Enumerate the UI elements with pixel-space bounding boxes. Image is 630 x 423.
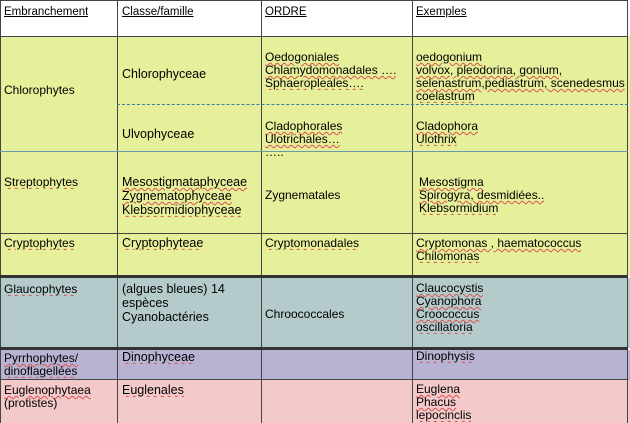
exemple-item: Mesostigma <box>419 176 484 189</box>
classe-glaucophytes <box>122 282 225 324</box>
grid-vline <box>627 0 628 423</box>
classe-item: espèces <box>122 296 169 310</box>
ordre-zygnematales: Zygnematales <box>265 189 341 202</box>
exemple-item: Cyanophora <box>416 294 482 308</box>
embranchement-streptophytes: Streptophytes <box>4 176 79 189</box>
ordre-item: ….. <box>265 145 284 159</box>
classe-streptophytes <box>122 175 247 217</box>
grid-hline <box>0 36 628 37</box>
header-row-bg <box>0 0 630 36</box>
ordre-cryptomonadales: Cryptomonadales <box>265 237 360 250</box>
exemple-item: coelastrum <box>416 89 475 103</box>
embranchement-line: dinoflagellées <box>4 364 78 378</box>
exemples-dinophysis: Dinophysis <box>416 350 475 363</box>
classe-chlorophyceae: Chlorophyceae <box>122 68 207 81</box>
exemples-euglenophytaea <box>416 383 471 422</box>
embranchement-line: Euglenophytaea <box>4 384 91 397</box>
ordre-chroococcales: Chroococcales <box>265 308 345 321</box>
exemple-item: lepocinclis <box>416 408 472 422</box>
grid-hline <box>0 0 628 1</box>
classe-item: Cyanobactéries <box>122 310 209 324</box>
exemple-item: Spirogyra, desmidiées.. <box>419 188 545 202</box>
pyrrhophytes-row-bg <box>0 350 630 380</box>
euglenophytaea-row-bg <box>0 380 630 423</box>
grid-vline <box>117 0 118 423</box>
grid-vline <box>261 0 262 423</box>
classe-item: Klebsormidiophyceae <box>122 203 242 217</box>
exemple-item: Phacus <box>416 395 457 409</box>
embranchement-line: Pyrrhophytes/ <box>4 352 79 365</box>
exemple-item: oedogonium <box>416 51 483 64</box>
embranchement-cryptophytes: Cryptophytes <box>4 237 75 250</box>
exemple-item: Ulothrix <box>416 132 457 146</box>
exemples-chlorophyceae <box>416 51 625 103</box>
embranchement-chlorophytes: Chlorophytes <box>4 84 75 97</box>
classe-cryptophyteae: Cryptophyteae <box>122 237 204 250</box>
header-classe-famille: Classe/famille <box>122 6 194 18</box>
classe-item: Zygnematophyceae <box>122 189 232 203</box>
exemple-item: Claucocystis <box>416 282 484 295</box>
classe-item: Mesostigmataphyceae <box>122 175 248 189</box>
exemples-streptophytes <box>419 176 544 215</box>
grid-hline-thick <box>0 275 628 278</box>
exemples-cryptophytes <box>416 237 581 263</box>
grid-hline-thick <box>0 347 628 350</box>
ordre-item: Oedogoniales <box>265 51 340 64</box>
ordre-ulvophyceae <box>265 120 342 159</box>
embranchement-pyrrhophytes <box>4 352 78 378</box>
ordre-item: Sphaeropleales…. <box>265 76 364 90</box>
classe-dinophyceae: Dinophyceae <box>122 351 195 364</box>
classe-ulvophyceae: Ulvophyceae <box>122 128 195 141</box>
grid-vline <box>0 0 1 423</box>
embranchement-line: (protistes) <box>4 396 58 410</box>
exemple-item: oscillatoria <box>416 320 473 334</box>
grid-hline <box>0 379 628 380</box>
exemple-item: Klebsormidium <box>419 201 499 215</box>
ordre-item: Chlamydomonadales …. <box>265 63 397 77</box>
ordre-chlorophyceae <box>265 51 396 90</box>
exemple-item: Euglena <box>416 383 461 396</box>
exemple-item: Cladophora <box>416 120 479 133</box>
embranchement-glaucophytes: Glaucophytes <box>4 283 78 296</box>
ordre-item: Ulotrichales… <box>265 132 340 146</box>
grid-vline <box>412 0 413 423</box>
exemples-ulvophyceae <box>416 120 478 146</box>
ordre-item: Cladophorales <box>265 120 343 133</box>
grid-hline-dashed <box>117 104 628 105</box>
exemples-glaucophytes <box>416 282 483 334</box>
header-exemples: Exemples <box>416 6 467 18</box>
classe-item: (algues bleues) 14 <box>122 282 225 296</box>
exemple-item: Croococcus <box>416 307 480 321</box>
embranchement-euglenophytaea <box>4 384 91 410</box>
header-embranchement: Embranchement <box>4 6 89 18</box>
classe-euglenales: Euglenales <box>122 384 184 397</box>
exemple-item: volvox, pleodorina, gonium, <box>416 63 563 77</box>
grid-hline <box>0 233 628 234</box>
exemple-item: Cryptomonas , haematococcus <box>416 237 582 250</box>
exemple-item: selenastrum,pediastrum, scenedesmus <box>416 76 625 90</box>
exemple-item: Chilomonas <box>416 249 480 263</box>
header-ordre: ORDRE <box>265 6 307 18</box>
